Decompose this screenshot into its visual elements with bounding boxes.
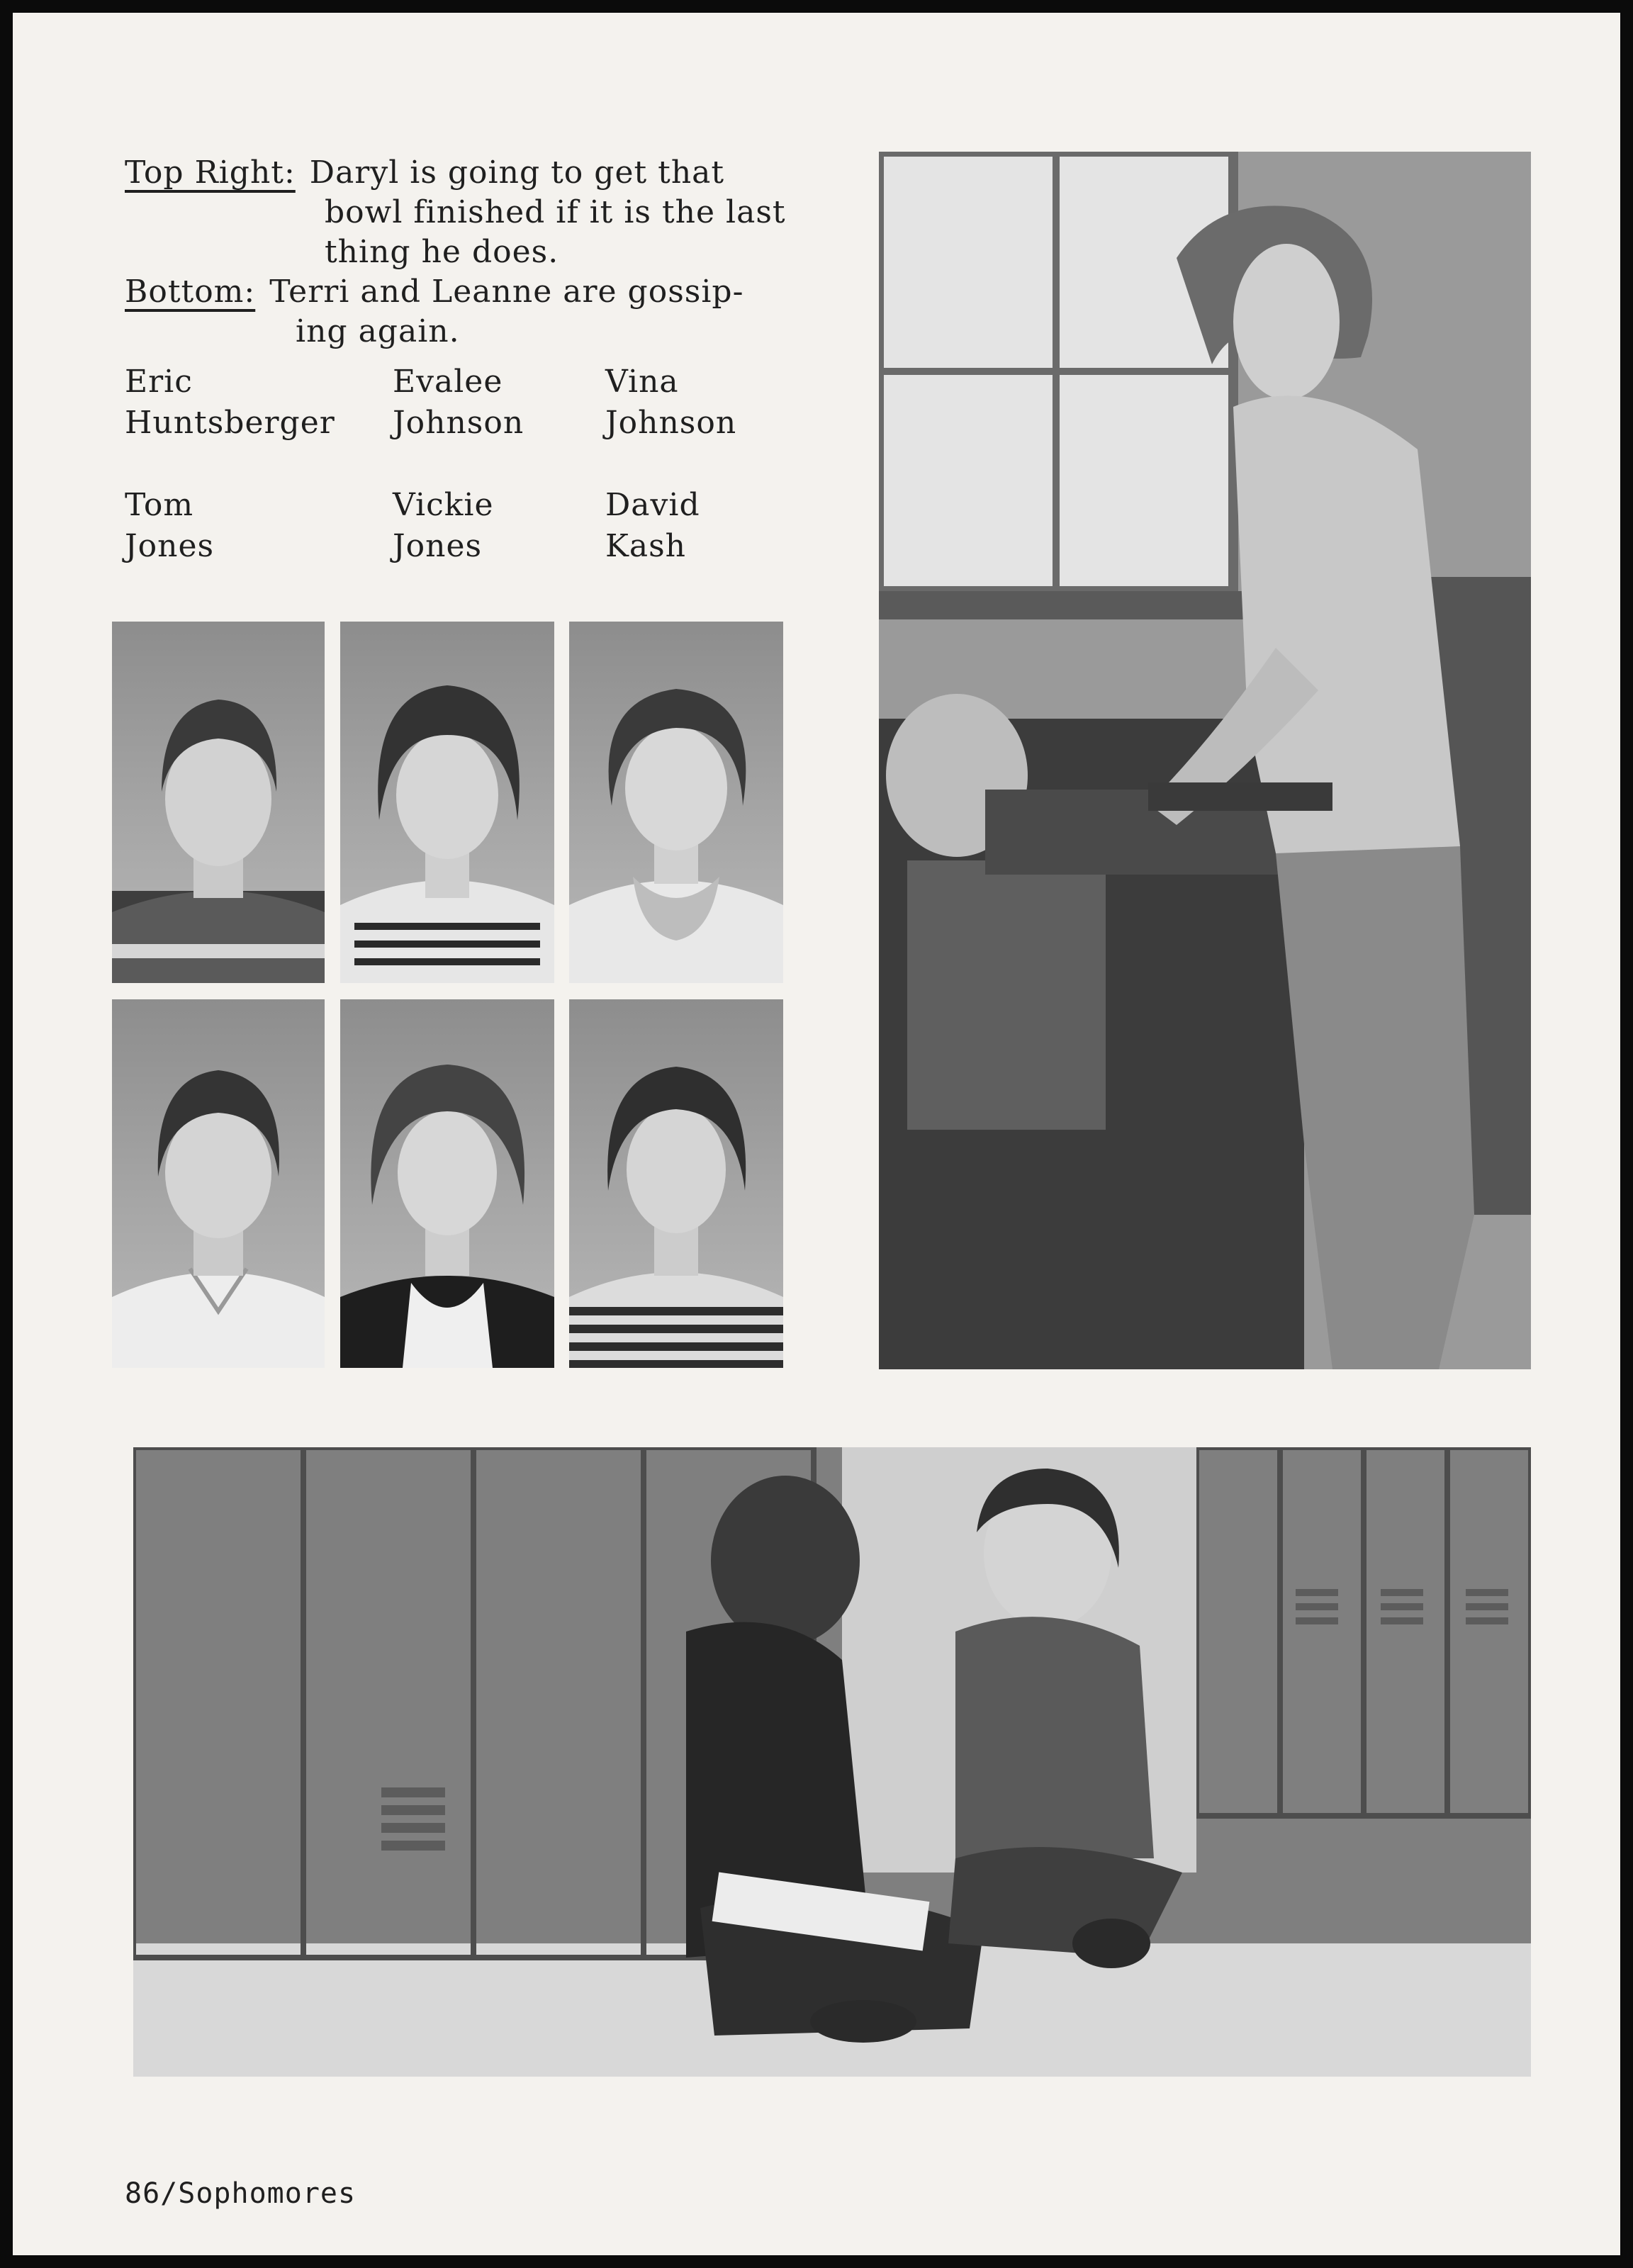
caption-bottom-line2-row <box>125 312 876 352</box>
first-name: Vickie <box>393 487 494 523</box>
name-entry <box>393 361 524 444</box>
caption-top-right-label: Top Right: <box>125 155 296 191</box>
caption-top-right-line1: Daryl is going to get that <box>309 155 725 191</box>
portrait-photo <box>112 622 325 983</box>
portrait-photo <box>340 622 554 983</box>
caption-block <box>125 153 876 352</box>
caption-bottom <box>125 272 876 312</box>
last-name: Johnson <box>393 405 524 441</box>
caption-top-right-line3: thing he does. <box>325 234 559 270</box>
first-name: Eric <box>125 364 193 400</box>
caption-top-right-line3-row <box>125 232 876 272</box>
portrait-photo <box>112 999 325 1368</box>
caption-bottom-line2: ing again. <box>296 313 460 349</box>
last-name: Jones <box>125 528 215 564</box>
page-footer: 86/Sophomores <box>125 2177 357 2210</box>
name-entry <box>393 485 494 567</box>
last-name: Kash <box>605 528 687 564</box>
last-name: Huntsberger <box>125 405 335 441</box>
first-name: David <box>605 487 700 523</box>
caption-top-right <box>125 153 876 193</box>
name-entry <box>605 485 700 567</box>
first-name: Evalee <box>393 364 503 400</box>
first-name: Vina <box>605 364 679 400</box>
name-entry <box>125 361 335 444</box>
caption-top-right-line2-row <box>125 193 876 232</box>
name-entry <box>125 485 214 567</box>
name-list <box>125 361 834 574</box>
caption-bottom-line1: Terri and Leanne are gossip- <box>269 274 744 310</box>
last-name: Johnson <box>605 405 737 441</box>
portrait-photo <box>569 622 783 983</box>
yearbook-page <box>13 13 1620 2255</box>
caption-bottom-label: Bottom: <box>125 274 256 310</box>
caption-top-right-line2: bowl finished if it is the last <box>325 194 786 230</box>
last-name: Jones <box>393 528 483 564</box>
portrait-photo <box>340 999 554 1368</box>
first-name: Tom <box>125 487 194 523</box>
name-entry <box>605 361 736 444</box>
portrait-photo <box>569 999 783 1368</box>
lockers-gossip-photo <box>133 1447 1531 2077</box>
woodshop-lathe-photo <box>879 152 1531 1369</box>
